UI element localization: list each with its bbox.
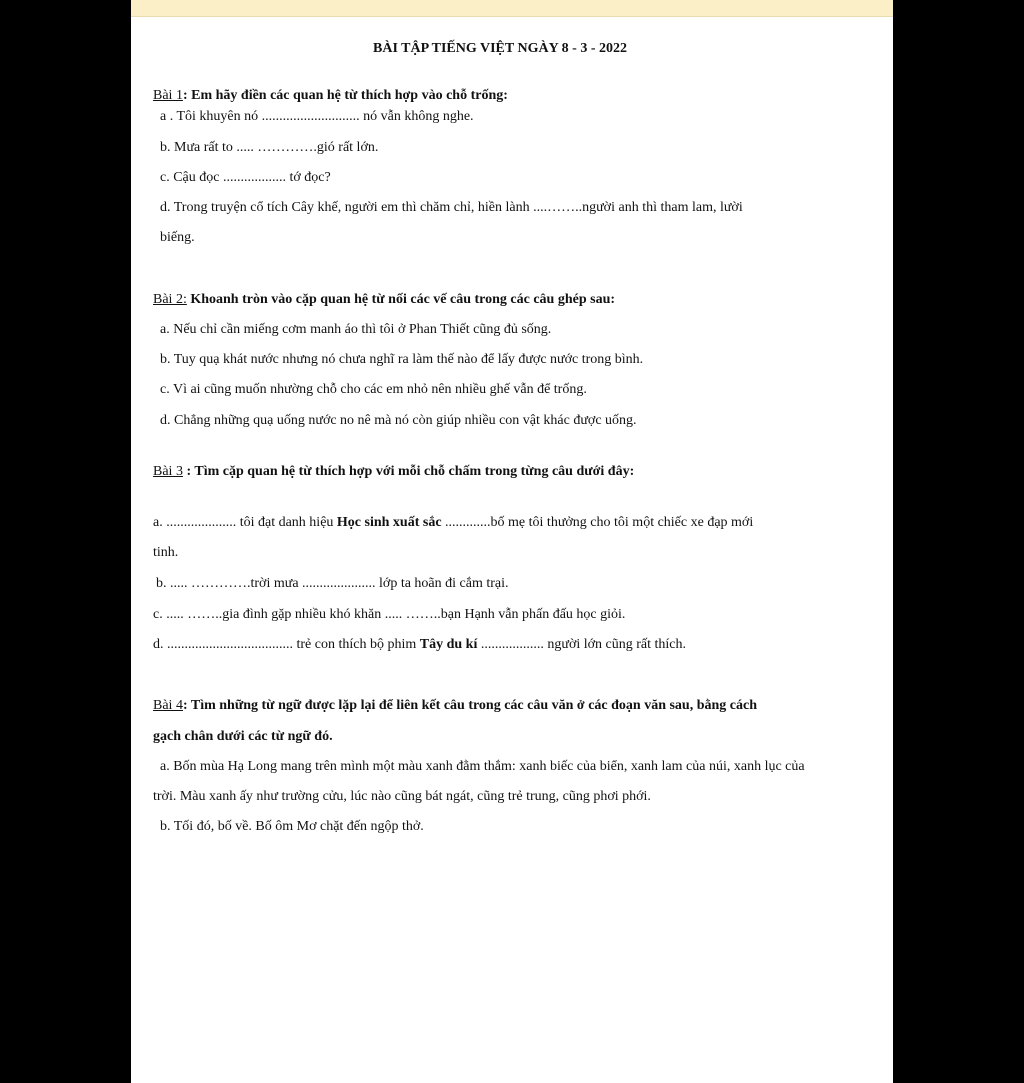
exercise-3-item-d: [153, 636, 686, 654]
exercise-3-item-c: c. ..... ……..gia đình gặp nhiều khó khăn ..... ……..bạn Hạnh vẫn phấn đấu học giỏi.: [153, 607, 626, 622]
exercise-3-item-d-suffix: .................. người lớn cũng rất thích.: [477, 637, 687, 652]
exercise-2-item-b: b. Tuy quạ khát nước nhưng nó chưa nghĩ ra làm thế nào để lấy được nước trong bình.: [160, 352, 644, 367]
exercise-3-label: Bài 3: [153, 464, 183, 479]
exercise-2-label: Bài 2:: [153, 292, 187, 307]
top-strip: [131, 0, 893, 17]
exercise-1-label: Bài 1: [153, 88, 183, 103]
exercise-3-item-a-prefix: a. .................... tôi đạt danh hiệu: [153, 515, 337, 530]
exercise-3-item-a-bold: Học sinh xuất sắc: [336, 515, 442, 530]
exercise-3-instruction: : Tìm cặp quan hệ từ thích hợp với mỗi chỗ chấm trong từng câu dưới đây:: [182, 464, 635, 479]
exercise-2-item-a: a. Nếu chỉ cần miếng cơm manh áo thì tôi ở Phan Thiết cũng đủ sống.: [160, 322, 552, 337]
exercise-4-heading-line2: gạch chân dưới các từ ngữ đó.: [153, 729, 333, 744]
page-title: BÀI TẬP TIẾNG VIỆT NGÀY 8 - 3 - 2022: [373, 41, 627, 56]
exercise-3-item-a-suffix: .............bố mẹ tôi thưởng cho tôi một chiếc xe đạp mới: [441, 515, 754, 530]
exercise-4-instruction-line1: : Tìm những từ ngữ được lặp lại để liên kết câu trong các câu văn ở các đoạn văn sau, bằng cách: [182, 698, 757, 713]
exercise-2-instruction: Khoanh tròn vào cặp quan hệ từ nối các vế câu trong các câu ghép sau:: [186, 292, 616, 307]
exercise-4-item-a-line1: a. Bốn mùa Hạ Long mang trên mình một màu xanh đằm thắm: xanh biếc của biển, xanh lam của núi, xanh lục của: [160, 759, 805, 774]
exercise-1-item-d-line2: biếng.: [160, 230, 195, 245]
exercise-1-item-a: a . Tôi khuyên nó ............................ nó vẫn không nghe.: [160, 109, 474, 124]
exercise-2-item-c: c. Vì ai cũng muốn nhường chỗ cho các em nhỏ nên nhiều ghế vẫn để trống.: [160, 382, 587, 397]
exercise-3-item-d-prefix: d. .................................... trẻ con thích bộ phim: [153, 637, 420, 652]
exercise-3-item-b: b. ..... ………….trời mưa ..................... lớp ta hoãn đi cắm trại.: [156, 576, 509, 591]
exercise-3-heading: [153, 463, 634, 481]
exercise-4-label: Bài 4: [153, 698, 183, 713]
exercise-4-item-a-line2: trời. Màu xanh ấy như trường cửu, lúc nào cũng bát ngát, cũng trẻ trung, cũng phơi phới.: [153, 789, 651, 804]
exercise-3-item-a-line1: [153, 514, 753, 532]
exercise-1-heading: [153, 87, 508, 105]
exercise-1-item-c: c. Cậu đọc .................. tớ đọc?: [160, 170, 331, 185]
exercise-1-instruction: : Em hãy điền các quan hệ từ thích hợp vào chỗ trống:: [182, 88, 508, 103]
exercise-2-item-d: d. Chẳng những quạ uống nước no nê mà nó còn giúp nhiều con vật khác được uống.: [160, 413, 637, 428]
exercise-4-heading-line1: [153, 697, 757, 715]
document-page: [131, 0, 893, 1083]
exercise-3-item-d-bold: Tây du kí: [419, 637, 478, 652]
exercise-1-item-b: b. Mưa rất to ..... ………….gió rất lớn.: [160, 140, 379, 155]
exercise-2-heading: [153, 291, 615, 309]
exercise-4-item-b: b. Tối đó, bố về. Bố ôm Mơ chặt đến ngộp thở.: [160, 819, 424, 834]
exercise-1-item-d-line1: d. Trong truyện cổ tích Cây khế, người em thì chăm chỉ, hiền lành ....……..người anh thì tham lam, lười: [160, 200, 743, 215]
exercise-3-item-a-line2: tinh.: [153, 545, 179, 560]
